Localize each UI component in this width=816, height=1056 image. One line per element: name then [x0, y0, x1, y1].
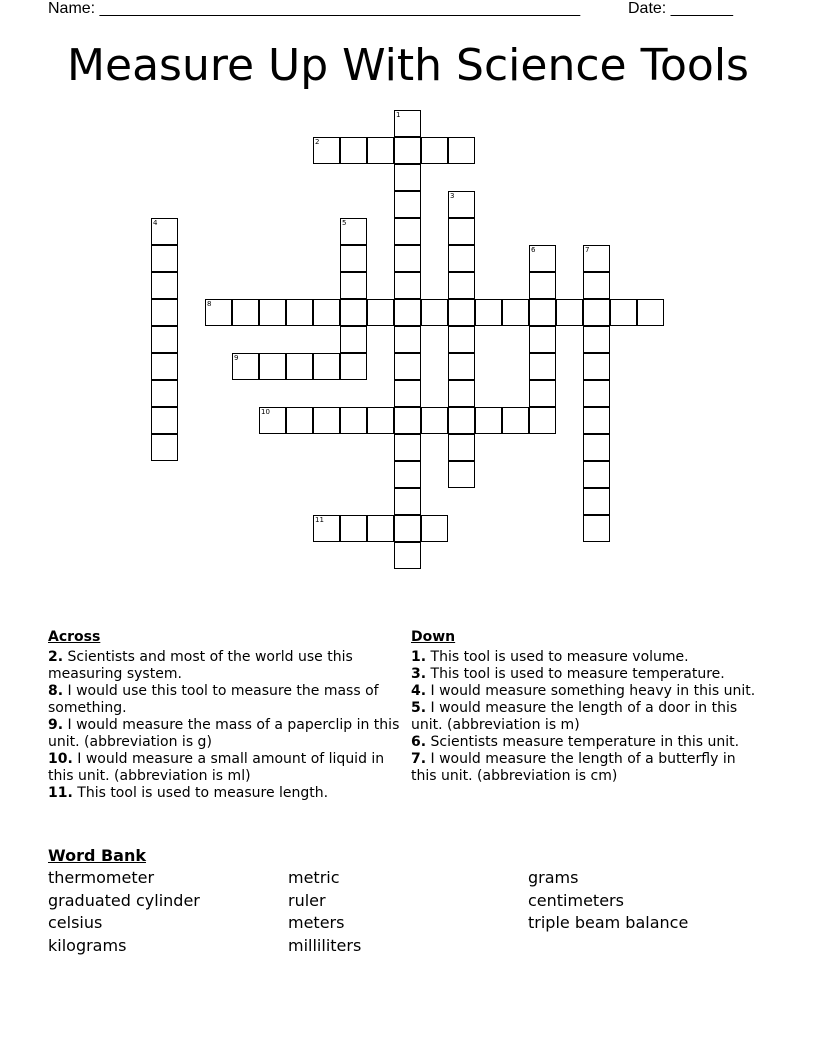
- grid-cell[interactable]: [367, 515, 394, 542]
- grid-cell[interactable]: [583, 353, 610, 380]
- clue-text: I would measure the length of a butterfly in this unit. (abbreviation is cm): [411, 751, 736, 784]
- clue-item: [48, 717, 400, 751]
- grid-cell[interactable]: [394, 380, 421, 407]
- clue-number: 1.: [411, 649, 427, 665]
- word-bank-item: thermometer: [48, 868, 155, 887]
- grid-cell[interactable]: [529, 407, 556, 434]
- clue-text: I would measure something heavy in this unit.: [426, 683, 756, 699]
- clue-number: 3.: [411, 666, 427, 682]
- name-field[interactable]: Name: ______________________________________________________: [48, 0, 581, 17]
- grid-cell[interactable]: [367, 299, 394, 326]
- grid-cell[interactable]: [394, 434, 421, 461]
- grid-cell[interactable]: [421, 299, 448, 326]
- clue-item: [48, 683, 400, 717]
- grid-cell[interactable]: [583, 299, 610, 326]
- word-bank-item: grams: [528, 868, 579, 887]
- grid-cell[interactable]: [448, 137, 475, 164]
- clue-item: [411, 683, 763, 700]
- grid-cell[interactable]: [448, 326, 475, 353]
- grid-cell[interactable]: [151, 353, 178, 380]
- clue-number: 6: [531, 246, 536, 254]
- grid-cell[interactable]: [583, 326, 610, 353]
- grid-cell[interactable]: [583, 245, 610, 272]
- grid-cell[interactable]: [232, 353, 259, 380]
- clue-number: 4: [153, 219, 158, 227]
- grid-cell[interactable]: [637, 299, 664, 326]
- word-bank-item: celsius: [48, 913, 103, 932]
- grid-cell[interactable]: [529, 380, 556, 407]
- grid-cell[interactable]: [421, 407, 448, 434]
- clue-item: [411, 734, 763, 751]
- grid-cell[interactable]: [448, 461, 475, 488]
- clue-item: [48, 751, 400, 785]
- word-bank-item: ruler: [288, 890, 326, 910]
- word-bank-item: triple beam balance: [528, 913, 689, 932]
- clue-text: This tool is used to measure length.: [72, 785, 329, 801]
- page-title: Measure Up With Science Tools: [67, 40, 749, 91]
- clue-number: 2: [315, 138, 320, 146]
- grid-cell[interactable]: [313, 515, 340, 542]
- grid-cell[interactable]: [394, 137, 421, 164]
- grid-cell[interactable]: [151, 326, 178, 353]
- grid-cell[interactable]: [448, 299, 475, 326]
- grid-cell[interactable]: [286, 353, 313, 380]
- grid-cell[interactable]: [340, 326, 367, 353]
- clue-text: This tool is used to measure temperature.: [426, 666, 725, 682]
- clue-number: 1: [396, 111, 401, 119]
- grid-cell[interactable]: [583, 488, 610, 515]
- grid-cell[interactable]: [448, 191, 475, 218]
- across-clues: [48, 629, 400, 802]
- clue-number: 2.: [48, 649, 64, 665]
- grid-cell[interactable]: [340, 515, 367, 542]
- clue-text: This tool is used to measure volume.: [426, 649, 689, 665]
- clue-item: [411, 649, 763, 666]
- across-heading: Across: [48, 629, 101, 645]
- grid-cell[interactable]: [610, 299, 637, 326]
- grid-cell[interactable]: [583, 407, 610, 434]
- clue-text: Scientists and most of the world use this measuring system.: [48, 649, 353, 682]
- clue-number: 6.: [411, 734, 427, 750]
- grid-cell[interactable]: [394, 326, 421, 353]
- clue-item: [411, 751, 763, 785]
- grid-cell[interactable]: [313, 353, 340, 380]
- grid-cell[interactable]: [313, 407, 340, 434]
- grid-cell[interactable]: [448, 245, 475, 272]
- clue-number: 9.: [48, 717, 64, 733]
- word-bank-item: metric: [288, 868, 340, 887]
- grid-cell[interactable]: [340, 218, 367, 245]
- clue-item: [48, 649, 400, 683]
- grid-cell[interactable]: [151, 245, 178, 272]
- clue-text: I would measure the mass of a paperclip in this unit. (abbreviation is g): [48, 717, 400, 750]
- grid-cell[interactable]: [394, 299, 421, 326]
- grid-cell[interactable]: [394, 488, 421, 515]
- clue-number: 5.: [411, 700, 427, 716]
- grid-cell[interactable]: [475, 407, 502, 434]
- down-heading: Down: [411, 629, 456, 645]
- grid-cell[interactable]: [367, 407, 394, 434]
- grid-cell[interactable]: [340, 299, 367, 326]
- grid-cell[interactable]: [259, 353, 286, 380]
- grid-cell[interactable]: [448, 272, 475, 299]
- grid-cell[interactable]: [448, 407, 475, 434]
- grid-cell[interactable]: [583, 380, 610, 407]
- word-bank-item: kilograms: [48, 935, 127, 955]
- grid-cell[interactable]: [421, 515, 448, 542]
- grid-cell[interactable]: [448, 218, 475, 245]
- grid-cell[interactable]: [583, 461, 610, 488]
- grid-cell[interactable]: [394, 191, 421, 218]
- word-bank-item: milliliters: [288, 935, 362, 955]
- grid-cell[interactable]: [340, 137, 367, 164]
- grid-cell[interactable]: [529, 299, 556, 326]
- grid-cell[interactable]: [448, 434, 475, 461]
- grid-cell[interactable]: [394, 218, 421, 245]
- clue-number: 7: [585, 246, 590, 254]
- across-clue-list: [48, 649, 400, 802]
- grid-cell[interactable]: [259, 407, 286, 434]
- word-bank-heading: Word Bank: [48, 846, 147, 865]
- grid-cell[interactable]: [151, 272, 178, 299]
- grid-cell[interactable]: [583, 515, 610, 542]
- grid-cell[interactable]: [421, 137, 448, 164]
- grid-cell[interactable]: [394, 272, 421, 299]
- grid-cell[interactable]: [448, 353, 475, 380]
- clue-item: [411, 700, 763, 734]
- down-clues: [411, 629, 763, 785]
- clue-text: I would use this tool to measure the mass of something.: [48, 683, 379, 716]
- grid-cell[interactable]: [502, 299, 529, 326]
- grid-cell[interactable]: [394, 245, 421, 272]
- grid-cell[interactable]: [583, 272, 610, 299]
- word-bank-item: centimeters: [528, 890, 624, 910]
- grid-cell[interactable]: [340, 272, 367, 299]
- grid-cell[interactable]: [313, 137, 340, 164]
- grid-cell[interactable]: [394, 407, 421, 434]
- clue-text: I would measure a small amount of liquid in this unit. (abbreviation is ml): [48, 751, 385, 784]
- grid-cell[interactable]: [529, 272, 556, 299]
- grid-cell[interactable]: [583, 434, 610, 461]
- grid-cell[interactable]: [340, 407, 367, 434]
- grid-cell[interactable]: [313, 299, 340, 326]
- clue-number: 11: [315, 516, 324, 524]
- clue-number: 9: [234, 354, 239, 362]
- clue-number: 8: [207, 300, 212, 308]
- down-clue-list: [411, 649, 763, 785]
- clue-text: I would measure the length of a door in this unit. (abbreviation is m): [411, 700, 738, 733]
- grid-cell[interactable]: [394, 164, 421, 191]
- clue-item: [411, 666, 763, 683]
- grid-cell[interactable]: [340, 353, 367, 380]
- grid-cell[interactable]: [529, 245, 556, 272]
- grid-cell[interactable]: [340, 245, 367, 272]
- grid-cell[interactable]: [151, 218, 178, 245]
- clue-number: 7.: [411, 751, 427, 767]
- date-field[interactable]: Date: _______: [628, 0, 733, 17]
- grid-cell[interactable]: [394, 542, 421, 569]
- grid-cell[interactable]: [556, 299, 583, 326]
- grid-cell[interactable]: [367, 137, 394, 164]
- clue-number: 8.: [48, 683, 64, 699]
- clue-item: [48, 785, 400, 802]
- grid-cell[interactable]: [448, 380, 475, 407]
- grid-cell[interactable]: [475, 299, 502, 326]
- grid-cell[interactable]: [205, 299, 232, 326]
- grid-cell[interactable]: [286, 299, 313, 326]
- clue-number: 11.: [48, 785, 73, 801]
- word-bank-item: graduated cylinder: [48, 890, 200, 910]
- clue-text: Scientists measure temperature in this unit.: [426, 734, 740, 750]
- word-bank-item: meters: [288, 913, 345, 932]
- grid-cell[interactable]: [151, 299, 178, 326]
- clue-number: 3: [450, 192, 455, 200]
- grid-cell[interactable]: [529, 326, 556, 353]
- grid-cell[interactable]: [502, 407, 529, 434]
- grid-cell[interactable]: [286, 407, 313, 434]
- grid-cell[interactable]: [151, 434, 178, 461]
- clue-number: 4.: [411, 683, 427, 699]
- grid-cell[interactable]: [151, 407, 178, 434]
- clue-number: 10: [261, 408, 270, 416]
- grid-cell[interactable]: [394, 461, 421, 488]
- grid-cell[interactable]: [394, 353, 421, 380]
- grid-cell[interactable]: [151, 380, 178, 407]
- grid-cell[interactable]: [394, 515, 421, 542]
- grid-cell[interactable]: [232, 299, 259, 326]
- grid-cell[interactable]: [394, 110, 421, 137]
- clue-number: 5: [342, 219, 347, 227]
- grid-cell[interactable]: [529, 353, 556, 380]
- clue-number: 10.: [48, 751, 73, 767]
- grid-cell[interactable]: [259, 299, 286, 326]
